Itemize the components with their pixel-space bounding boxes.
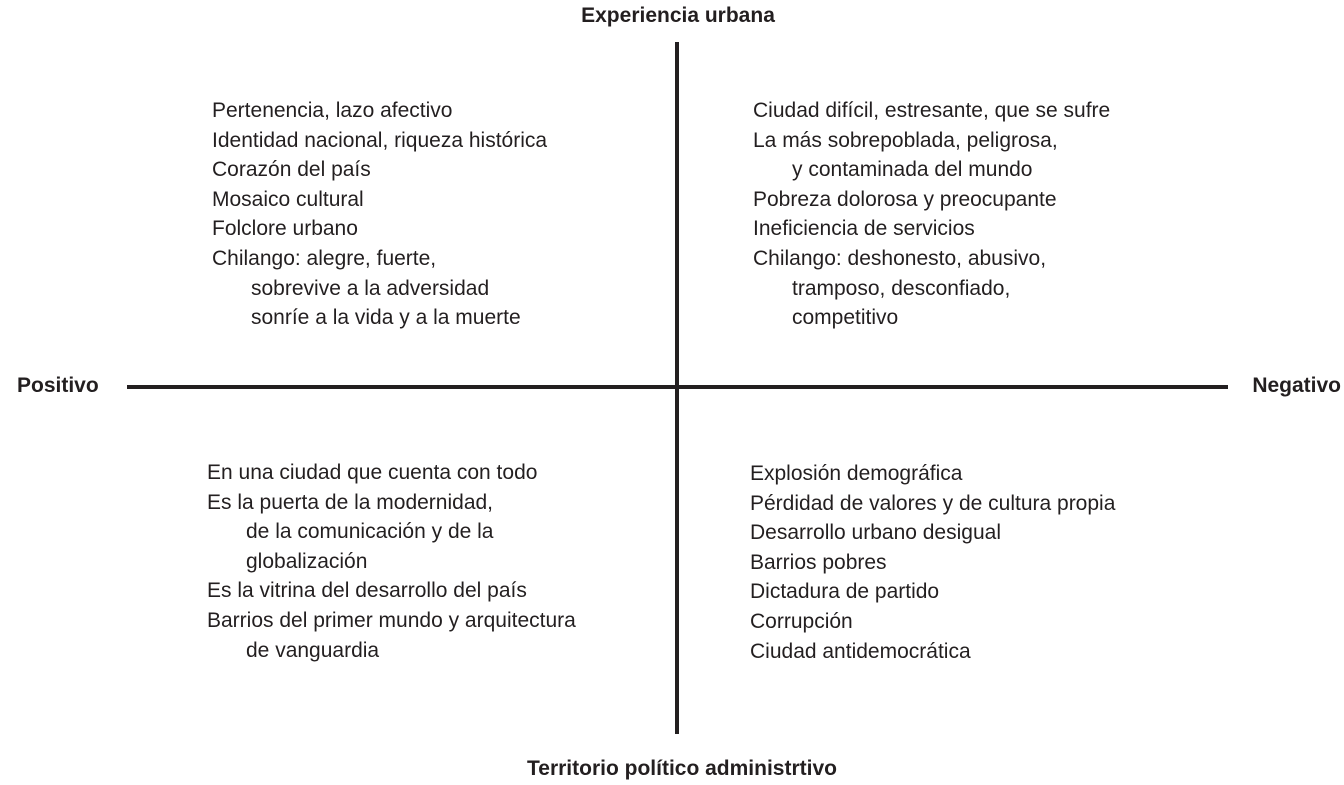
quadrant-item: Pertenencia, lazo afectivo (212, 99, 453, 122)
quadrant-item: La más sobrepoblada, peligrosa, (753, 128, 1058, 152)
quadrant-item: Corrupción (750, 609, 853, 633)
quadrant-item: Pobreza dolorosa y preocupante (753, 187, 1057, 211)
quadrant-item: Barrios pobres (750, 550, 887, 574)
quadrant-bottom-right (750, 459, 1115, 666)
quadrant-item: Folclore urbano (212, 217, 358, 241)
quadrant-item: Chilango: deshonesto, abusivo, (753, 246, 1047, 270)
axis-label-right: Negativo (1252, 374, 1341, 397)
quadrant-item: Pérdidad de valores y de cultura propia (750, 491, 1116, 515)
quadrant-item: Ciudad difícil, estresante, que se sufre (753, 99, 1111, 122)
quadrant-item: Chilango: alegre, fuerte, (212, 246, 437, 270)
quadrant-bottom-left (207, 458, 576, 665)
quadrant-item-continuation: globalización (246, 549, 368, 573)
quadrant-item: Es la vitrina del desarrollo del país (207, 579, 527, 603)
quadrant-item-continuation: competitivo (792, 306, 899, 330)
quadrant-item-continuation: y contaminada del mundo (792, 158, 1033, 182)
quadrant-item-continuation: de vanguardia (246, 638, 380, 662)
horizontal-axis-line (127, 385, 1228, 389)
quadrant-item: En una ciudad que cuenta con todo (207, 461, 538, 484)
quadrant-item: Mosaico cultural (212, 187, 364, 211)
quadrant-item: Ineficiencia de servicios (753, 217, 975, 241)
quadrant-item: Desarrollo urbano desigual (750, 521, 1001, 545)
quadrant-item-continuation: de la comunicación y de la (246, 520, 494, 544)
axis-label-left: Positivo (17, 374, 99, 397)
quadrant-item-continuation: sobrevive a la adversidad (251, 276, 490, 300)
quadrant-top-right (753, 96, 1110, 333)
quadrant-item-continuation: sonríe a la vida y a la muerte (251, 306, 521, 330)
quadrant-item: Dictadura de partido (750, 580, 940, 604)
quadrant-item-continuation: tramposo, desconfiado, (792, 276, 1011, 300)
quadrant-item: Identidad nacional, riqueza histórica (212, 128, 548, 152)
quadrant-item: Barrios del primer mundo y arquitectura (207, 608, 576, 632)
quadrant-item: Ciudad antidemocrática (750, 639, 971, 663)
axis-label-top: Experiencia urbana (581, 4, 775, 27)
axis-label-bottom: Territorio político administrtivo (527, 757, 837, 780)
quadrant-item: Es la puerta de la modernidad, (207, 490, 494, 514)
quadrant-top-left (212, 96, 547, 333)
quadrant-item: Explosión demográfica (750, 462, 963, 485)
quadrant-item: Corazón del país (212, 158, 371, 182)
